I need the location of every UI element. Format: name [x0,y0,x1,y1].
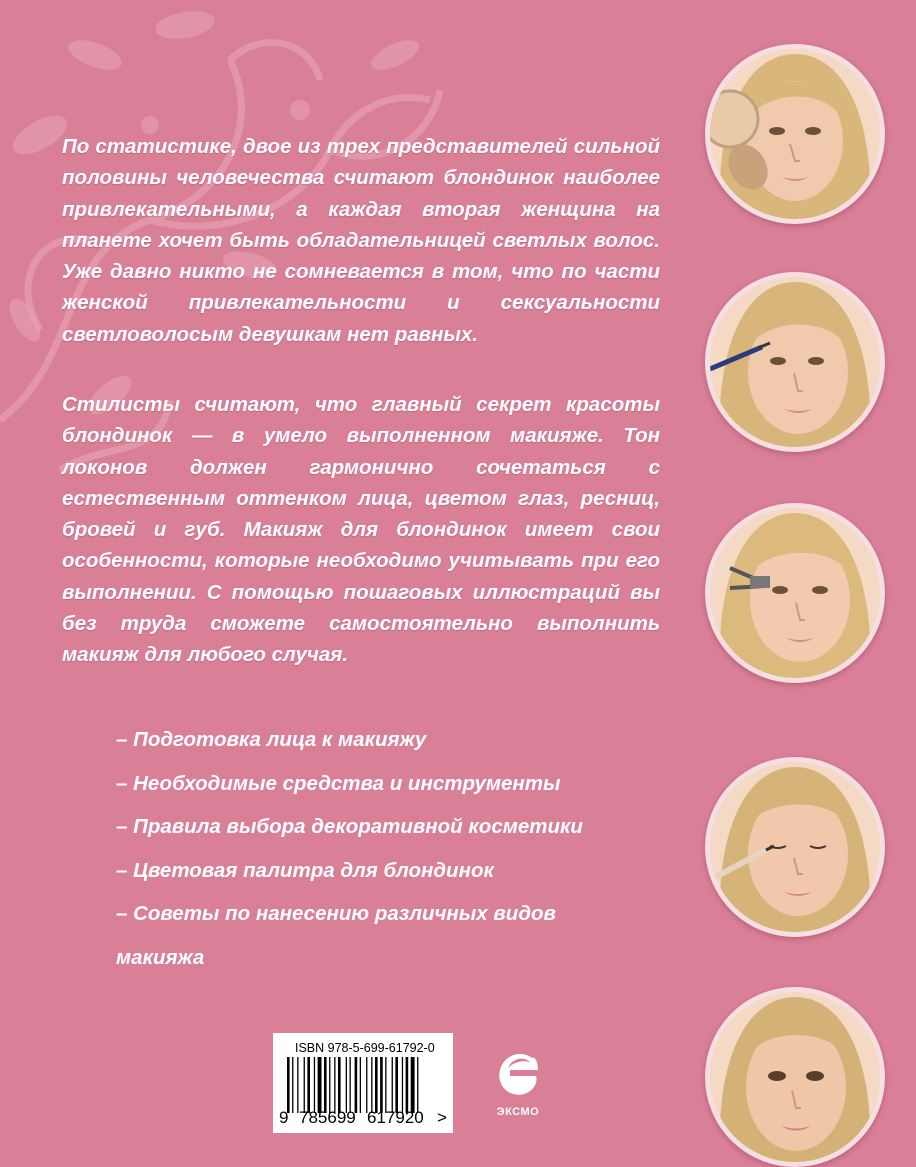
portrait-eyebrow-brush [705,272,885,452]
barcode-stripe [385,1057,386,1113]
barcode-stripe [406,1057,409,1113]
barcode-stripe [346,1057,347,1113]
barcode-stripe [292,1057,293,1113]
barcode-stripe [375,1057,378,1113]
barcode-stripe [297,1057,298,1113]
feature-item: – Правила выбора декоративной косметики [116,815,583,838]
barcode-stripe [334,1057,335,1113]
barcode-stripe [411,1057,415,1113]
barcode-stripe [380,1057,383,1113]
barcode-stripe [329,1057,330,1113]
barcode-stripe [395,1057,398,1113]
barcode-stripe [355,1057,358,1113]
barcode-stripe [350,1057,351,1113]
barcode-stripe [304,1057,305,1113]
barcode-stripe [314,1057,315,1113]
barcode-stripe [371,1057,372,1113]
barcode-stripe [366,1057,367,1113]
portrait-powder-brush [705,44,885,224]
barcode-digit-group: 785699 [299,1108,356,1127]
isbn-label: ISBN 978-5-699-61792-0 [295,1041,435,1055]
barcode-stripe [318,1057,322,1113]
feature-item: – Подготовка лица к макияжу [116,728,427,751]
barcode-digit-group: 617920 [367,1108,424,1127]
barcode-stripe [307,1057,310,1113]
portrait-eyeliner [705,757,885,937]
barcode-stripe [324,1057,327,1113]
feature-item: – Необходимые средства и инструменты [116,771,561,795]
eksmo-logo-icon [494,1048,544,1100]
barcode-stripe [287,1057,290,1113]
barcode-bars [287,1057,447,1113]
description-paragraph-2: Стилисты считают, что главный секрет красоты блондинок — в умело выполненном макияже. Тон локонов должен гармонично сочетаться с естественным оттенком лица, цветом глаз, ресниц, бровей и губ. Макияж для блондинок имеет свои особенности, которые необходимо учитывать при его выполнении. С помощью пошаговых иллюстраций вы без труда сможете самостоятельно выполнить макияж для любого случая. [62,393,660,667]
feature-item: – Цветовая палитра для блондинок [116,858,494,882]
barcode-digit-group: > [437,1108,447,1127]
barcode-stripe [417,1057,418,1113]
barcode-stripe [360,1057,361,1113]
portrait-eyelash-curler [705,503,885,683]
feature-item: – Советы по нанесению различных видов [116,902,556,925]
barcode-stripe [392,1057,393,1113]
feature-item: макияжа [116,945,205,969]
features-list [116,724,676,985]
publisher-name: ЭКСМО [496,1106,540,1118]
barcode-stripe [338,1057,341,1113]
barcode-digit-group: 9 [279,1108,289,1127]
description-paragraph-1: По статистике, двое из трех представителей сильной половины человечества считают блондинок наиболее привлекательными, а каждая вторая женщина на планете хочет быть обладательницей светлых волос. Уже давно никто не сомневается в том, что по части женской привлекательности и сексуальности светловолосым девушкам нет равных. [62,135,660,346]
barcode [273,1033,453,1133]
portrait-finished-makeup [705,987,885,1167]
barcode-stripe [402,1057,403,1113]
